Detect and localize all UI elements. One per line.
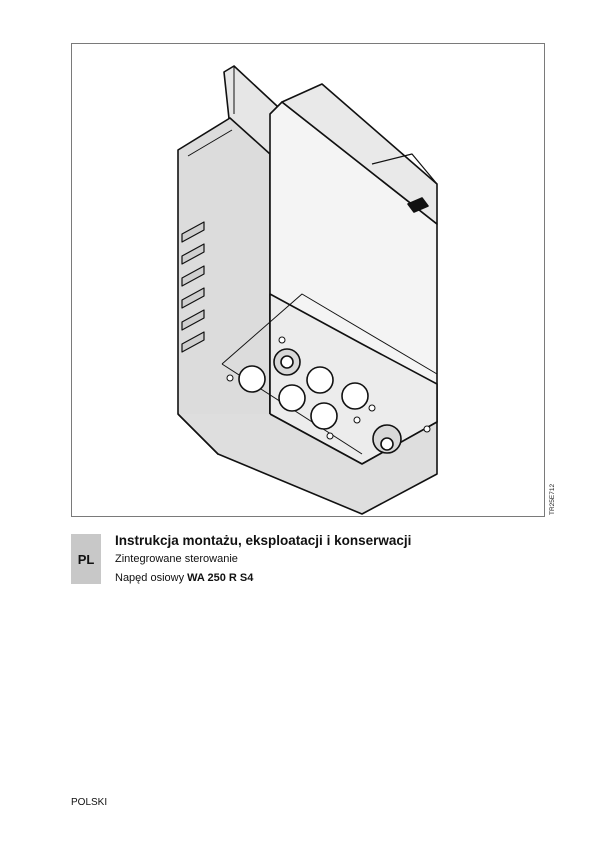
figure-code: TR25E712 [549,483,556,515]
language-badge: PL [71,534,101,584]
product-prefix: Napęd osiowy [115,572,188,584]
document-subtitle: Zintegrowane sterowanie [115,553,238,565]
footer-language: POLSKI [71,797,108,808]
product-model: WA 250 R S4 [187,572,254,584]
figure-frame [71,43,545,517]
document-title: Instrukcja montażu, eksploatacji i konserwacji [115,533,412,548]
title-block [115,532,411,588]
product-line [115,569,411,588]
control-housing-illustration [72,44,546,518]
